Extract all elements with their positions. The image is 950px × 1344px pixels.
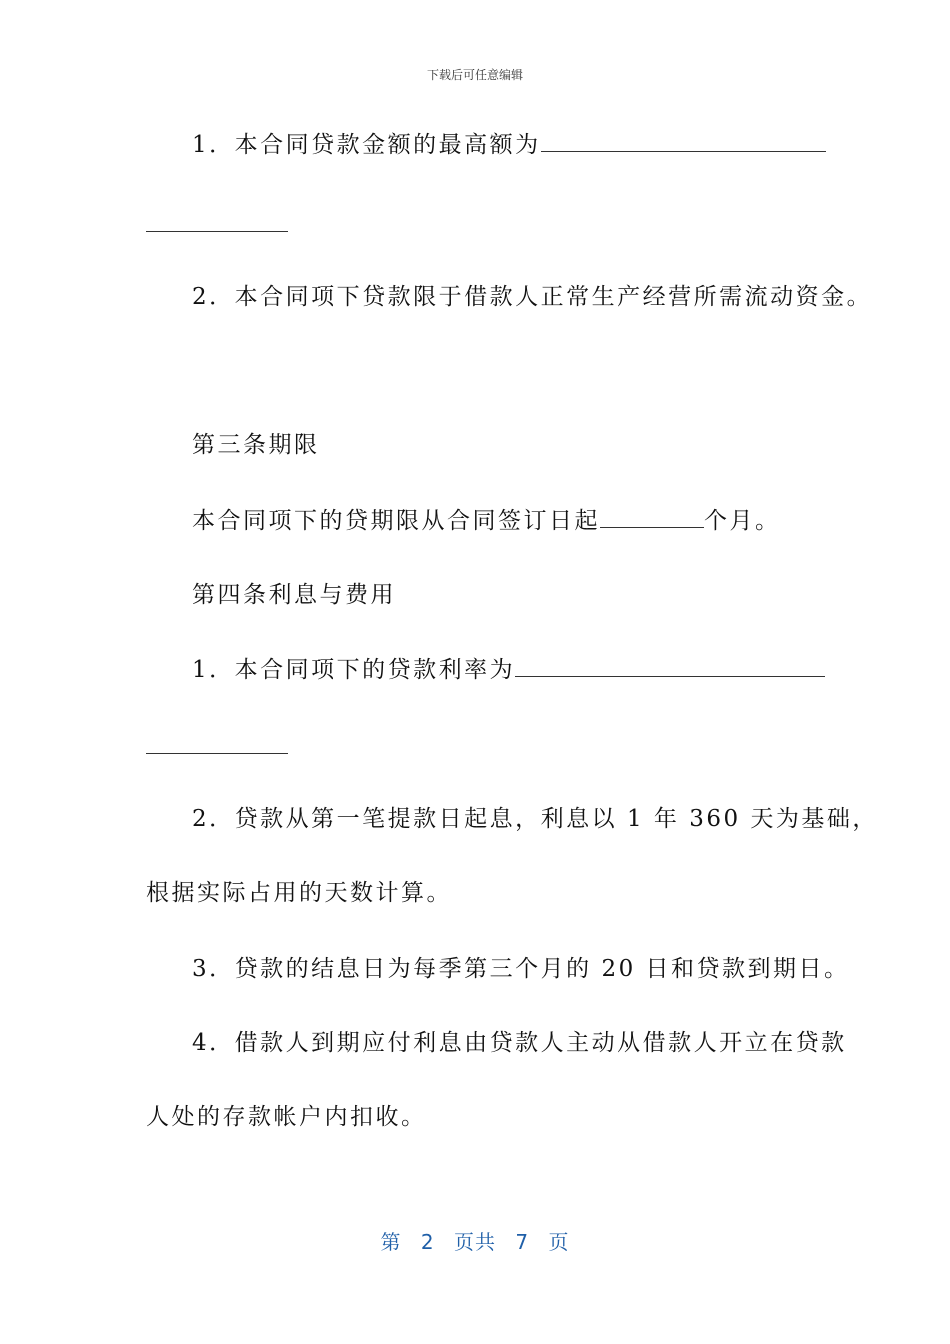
loan-amount-blank [541,131,826,152]
article4-title: 第四条利息与费用 [192,582,396,608]
loan-amount-line [192,130,826,160]
settlement-date-line: 3．贷款的结息日为每季第三个月的 20 日和贷款到期日。 [192,956,850,982]
deduction-line1: 4．借款人到期应付利息由贷款人主动从借款人开立在贷款 [192,1030,847,1056]
interest-rate-line [192,655,825,685]
interest-rate-blank [515,656,825,677]
term-suffix: 个月。 [704,508,781,534]
term-prefix: 本合同项下的贷期限从合同签订日起 [192,508,600,534]
deduction-line2: 人处的存款帐户内扣收。 [146,1104,427,1130]
footer-label-di: 第 [380,1230,402,1254]
article3-title: 第三条期限 [192,432,320,458]
footer-label-ye-gong: 页共 [454,1230,496,1254]
interest-start-line2: 根据实际占用的天数计算。 [146,880,452,906]
interest-rate-blank-continued [146,753,288,754]
loan-purpose-line: 2．本合同项下贷款限于借款人正常生产经营所需流动资金。 [192,284,873,310]
footer-label-ye: 页 [548,1230,570,1254]
article3-term-line [192,506,781,536]
page-footer [0,1226,950,1255]
interest-start-line1: 2．贷款从第一笔提款日起息，利息以 1 年 360 天为基础， [192,806,878,832]
interest-rate-text: 1．本合同项下的贷款利率为 [192,657,516,683]
footer-total-pages: 7 [515,1230,530,1254]
page-header: 下载后可任意编辑 [426,68,523,82]
term-months-blank [600,507,704,528]
footer-page-number: 2 [420,1230,435,1254]
loan-amount-text: 1．本合同贷款金额的最高额为 [192,132,541,158]
loan-amount-blank-continued [146,231,288,232]
